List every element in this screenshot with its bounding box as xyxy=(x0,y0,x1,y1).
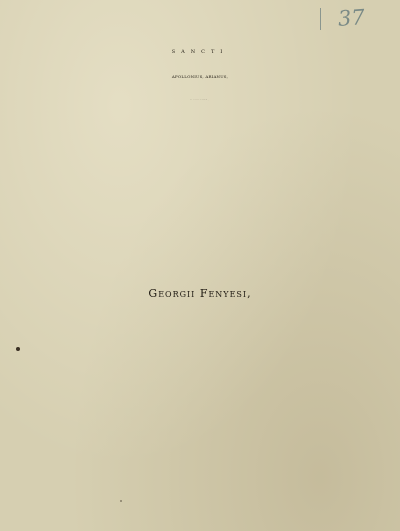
ink-speck xyxy=(16,347,20,351)
sancti-line: SANCTI xyxy=(171,49,229,55)
georgii-fenyesi-line: Georgii Fenyesi, xyxy=(148,287,252,300)
page-number-annotation: 37 xyxy=(337,5,366,31)
philaemon-line: & PHILÆMON, xyxy=(190,100,210,101)
pencil-mark xyxy=(320,8,321,30)
ink-speck xyxy=(120,500,122,502)
apollonius-line: APOLLONIUS, ARIANUS, xyxy=(171,74,229,79)
